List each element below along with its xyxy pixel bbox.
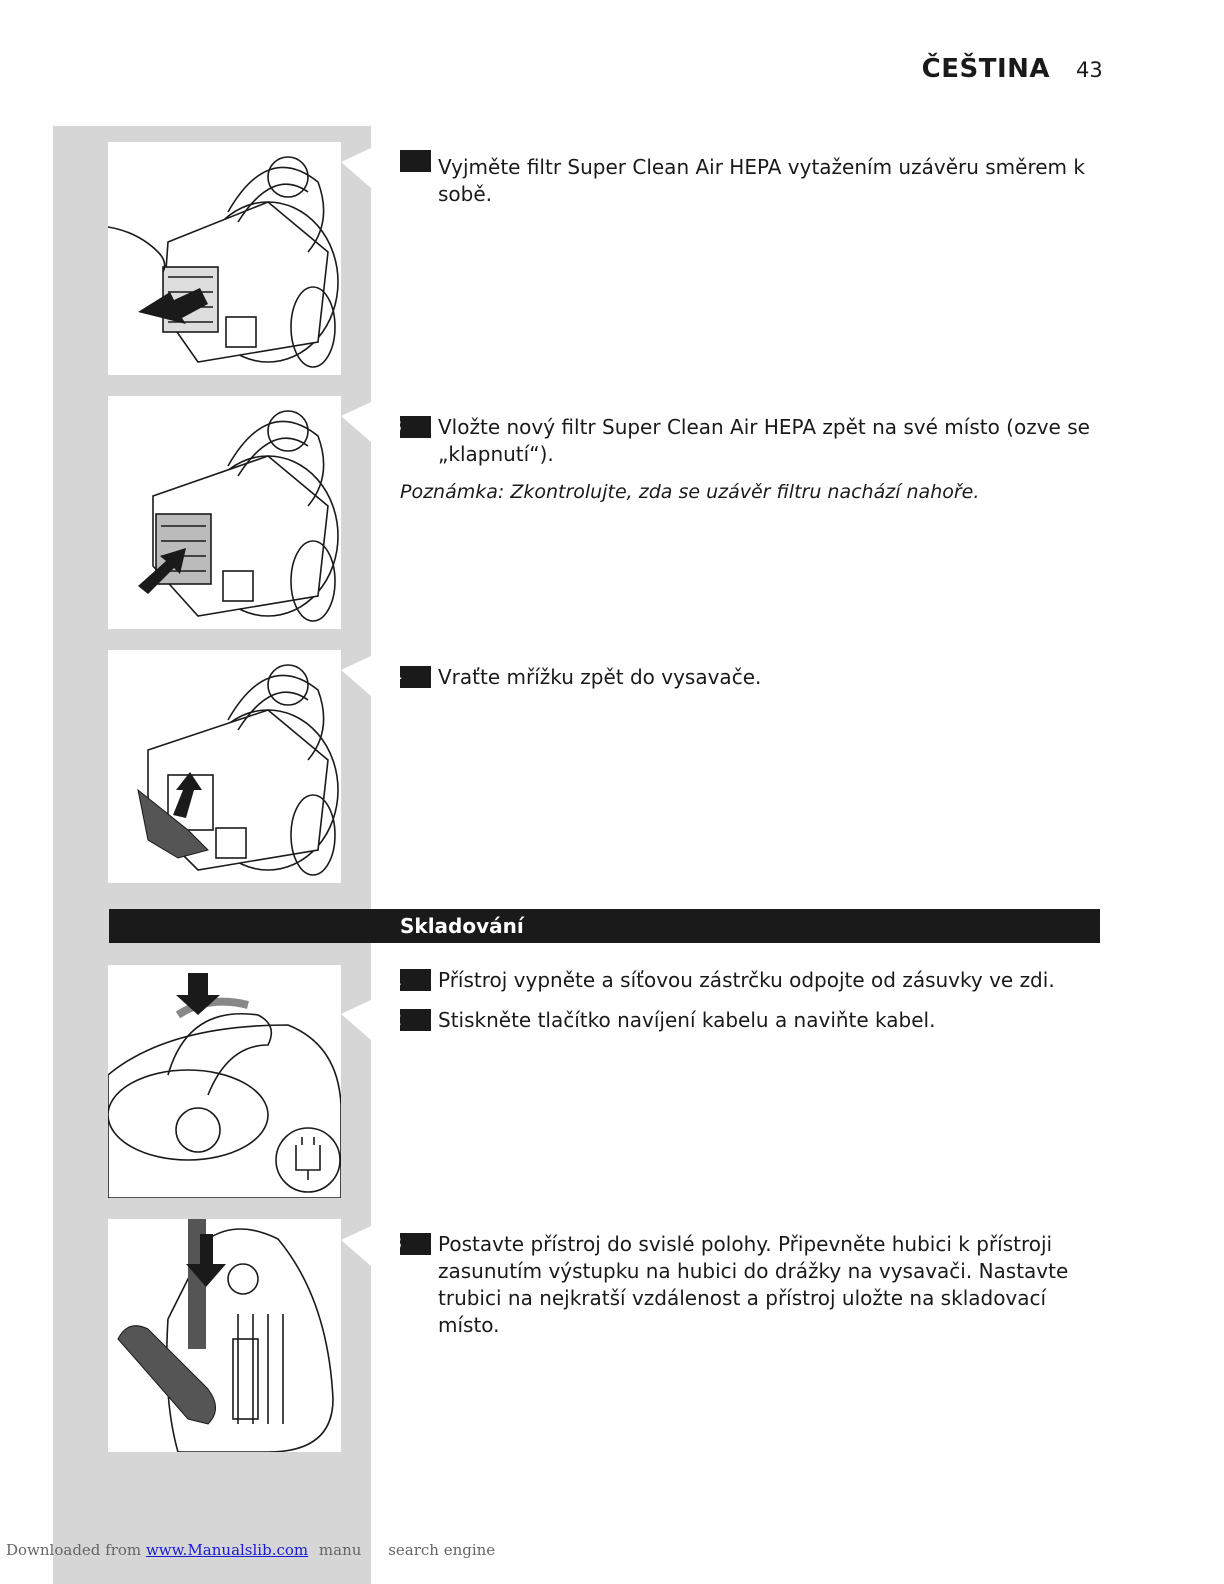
pointer-arrow [341, 1226, 371, 1266]
step-number-badge: 4 [400, 666, 431, 688]
page-number: 43 [1076, 58, 1103, 82]
step-rewind-cord [390, 1007, 1100, 1034]
illustration-cord-rewind [108, 965, 341, 1198]
step-replace-grille [390, 664, 1100, 691]
step-insert-filter [390, 414, 1100, 468]
manualslib-link[interactable]: www.Manualslib.com [145, 1541, 309, 1559]
pointer-arrow [341, 402, 371, 442]
step-remove-filter [400, 150, 1100, 208]
illustration-insert-filter [108, 396, 341, 629]
pointer-arrow [341, 1000, 371, 1040]
step-text: Vložte nový filtr Super Clean Air HEPA zpět na své místo (ozve se „klapnutí“). [438, 415, 1090, 466]
footer-suffix: search engine [388, 1541, 496, 1559]
step-text: Vyjměte filtr Super Clean Air HEPA vytažením uzávěru směrem k sobě. [438, 155, 1085, 206]
footer-middle: manu [318, 1541, 362, 1559]
section-title: Skladování [400, 914, 524, 938]
step-number-badge: 2 [400, 1009, 431, 1031]
pointer-arrow [341, 148, 371, 188]
step-text: Postavte přístroj do svislé polohy. Připevněte hubici k přístroji zasunutím výstupku na hubici do drážky na vysavači. Nastavte trubici na nejkratší vzdálenost a přístroj uložte na skladovací místo. [438, 1232, 1069, 1337]
note-text: Poznámka: Zkontrolujte, zda se uzávěr filtru nachází nahoře. [400, 481, 980, 503]
step-number-badge [400, 150, 431, 172]
footer-prefix: Downloaded from [6, 1541, 142, 1559]
step-number-badge: 3 [400, 1233, 431, 1255]
step-number-badge: 1 [400, 969, 431, 991]
step-text: Vraťte mřížku zpět do vysavače. [438, 665, 762, 689]
step-store-appliance [390, 1231, 1100, 1339]
section-heading-bar [109, 909, 1100, 943]
step-text: Stiskněte tlačítko navíjení kabelu a naviňte kabel. [438, 1008, 936, 1032]
pointer-arrow [341, 656, 371, 696]
step-number-badge: 3 [400, 416, 431, 438]
illustration-remove-filter [108, 142, 341, 375]
language-heading: ČEŠTINA [921, 54, 1050, 84]
step-unplug [390, 967, 1100, 994]
illustration-storage-position [108, 1219, 341, 1452]
illustration-replace-grille [108, 650, 341, 883]
step-text: Přístroj vypněte a síťovou zástrčku odpojte od zásuvky ve zdi. [438, 968, 1055, 992]
download-footer [6, 1541, 495, 1559]
